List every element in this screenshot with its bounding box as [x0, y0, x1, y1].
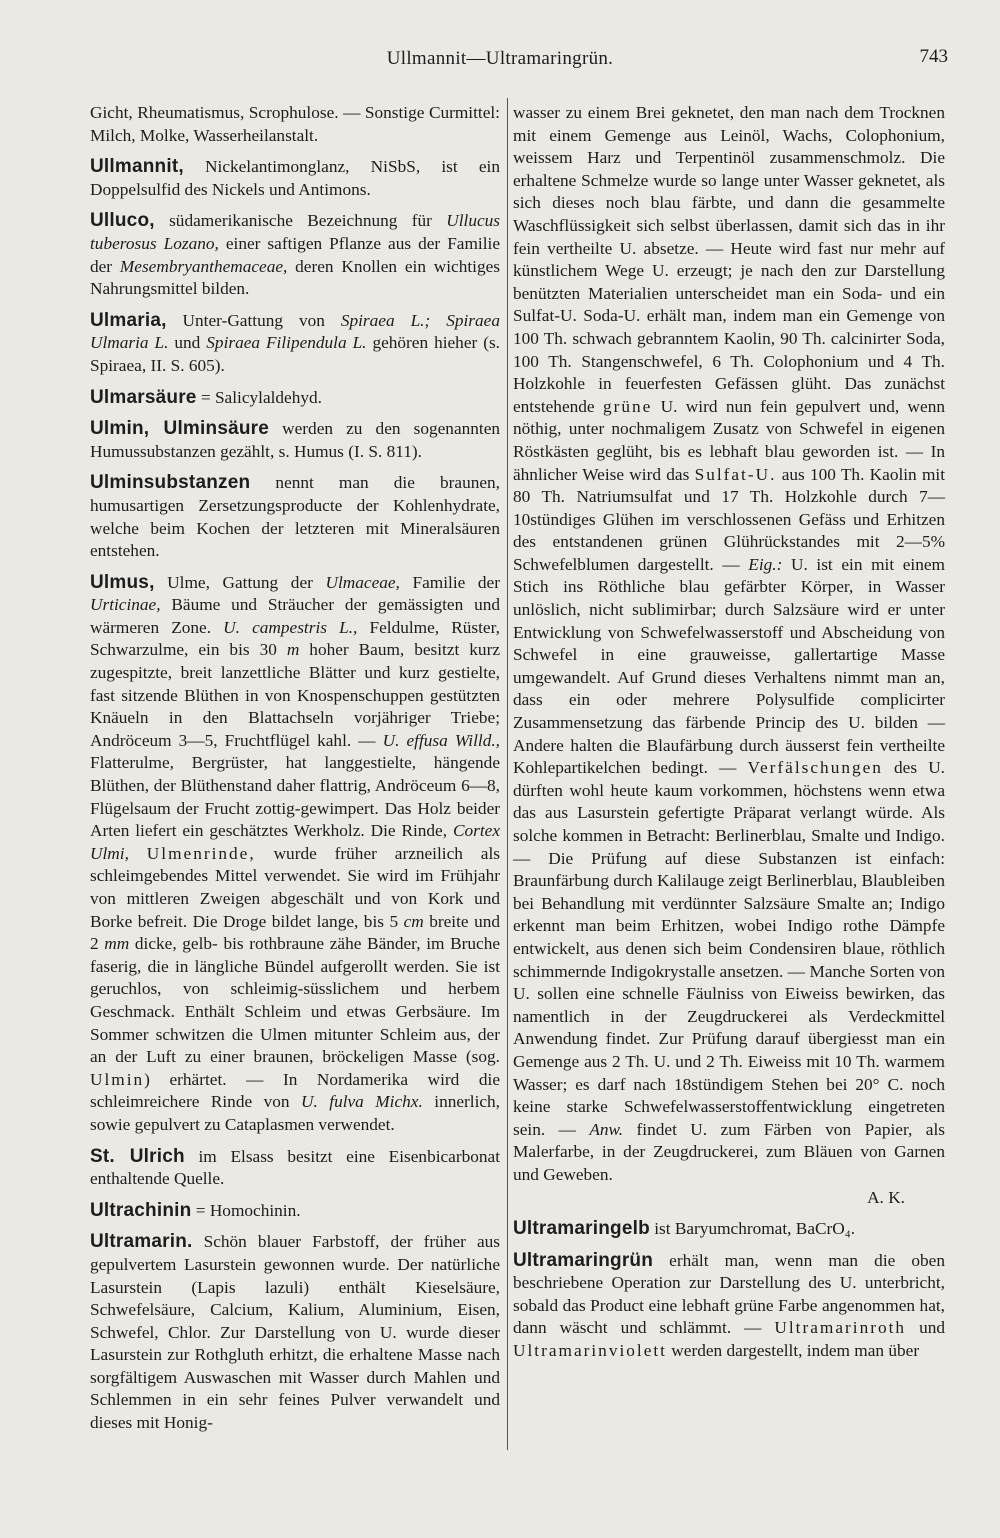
entry-ulmarsaeure — [90, 387, 500, 410]
entry-text: Familie der — [399, 572, 500, 592]
entry-text: Schön blauer Farbstoff, der früher aus gepulvertem Lasurstein gewonnen wurde. Der natürliche Lasurstein (Lapis lazuli) enthält Kieselsäure, Schwefelsäure, Calcium, Kalium, Aluminium, Eisen, Schwefel, Chlor. Zur Darstellung von U. wurde dieser Lasurstein zur Rothgluth erhitzt, die erhaltene Masse nach sorgfältigem Auswaschen mit Wasser durch Mahlen und Schlemmen in ein sehr feines Pulver verwandelt und dieses mit Honig- — [90, 1232, 500, 1433]
entry-italic: Spiraea L.; Spiraea Ulmaria L. — [90, 310, 500, 353]
entry-ultrachinin — [90, 1200, 500, 1223]
entry-text: Bäume und Sträucher der gemässigten und wärmeren Zone. — [90, 595, 500, 637]
entry-headword: Ulmin, Ulminsäure — [90, 418, 270, 440]
entry-ulminsubstanzen — [90, 472, 500, 562]
entry-italic: m — [286, 640, 300, 660]
entry-text: nennt man die braunen, humusartigen Zersetzungsproducte der Kohlenhydrate, welche beim Kochen der letzteren mit Mineralsäuren entstehen. — [90, 473, 500, 561]
author-signature: A. K. — [867, 1187, 905, 1207]
entry-ulmin — [90, 418, 500, 463]
entry-italic: Ullucus tuberosus Lozano, — [90, 211, 500, 253]
entry-text: = Salicylaldehyd. — [196, 387, 322, 407]
entry-text: innerlich, sowie gepulvert zu Cataplasmen verwendet. — [90, 1092, 501, 1134]
entry-headword: Ulluco, — [90, 210, 155, 232]
entry-headword: Ullmannit, — [90, 156, 184, 178]
entry-ultramaringelb — [513, 1218, 945, 1241]
entry-headword: Ulmus, — [90, 571, 155, 593]
entry-text: deren Knollen ein wichtiges Nahrungsmittel bilden. — [90, 256, 500, 299]
entry-text: hoher Baum, besitzt kurz zugespitzte, breit lanzettliche Blätter und kurz gestielte, fast sitzende Blüthen in von Knospenschuppen gestützten Knäueln in den Blattachseln vorjähriger Triebe; Andröceum 3—5, Fruchtflügel kahl. — — [90, 640, 500, 750]
entry-headword: St. Ulrich — [90, 1145, 185, 1167]
entry-text — [129, 844, 147, 863]
entry-text: südamerikanische Bezeichnung für — [154, 211, 447, 231]
entry-text: Unter-Gattung von — [166, 310, 341, 330]
entry-headword: Ultramaringelb — [513, 1218, 650, 1240]
entry-text: findet U. zum Färben von Papier, als Malerfarbe, in der Zeugdruckerei, zum Bläuen von Garnen und Geweben. — [513, 1119, 945, 1184]
entry-text: einer saftigen Pflanze aus der Familie der — [90, 233, 500, 276]
column-divider — [507, 98, 508, 1450]
entry-ultramarin-continued — [513, 102, 945, 1209]
entry-text: Flatterulme, Bergrüster, hat langgestielte, hängende Blüthen, der Blüthenstand daher flattrig, Andröceum 6—8, Flügelsaum der Frucht zottig-gewimpert. Das Holz beider Arten liefert ein geschätztes Werkholz. Die Rinde, — [90, 753, 500, 841]
entry-text: breite und 2 — [90, 911, 500, 954]
entry-text: gehören hieher (s. Spiraea, II. S. 605). — [90, 333, 500, 375]
entry-text: Gicht, Rheumatismus, Scrophulose. — Sonstige Curmittel: Milch, Molke, Wasserheilanstalt. — [90, 103, 500, 145]
entry-spaced: Ultramarinroth — [774, 1318, 907, 1338]
entry-italic: Eig.: — [748, 554, 783, 574]
entry-italic: Spiraea Filipendula L. — [206, 333, 367, 353]
left-column — [90, 102, 500, 1444]
entry-text: = Homochinin. — [191, 1200, 301, 1220]
page-header — [0, 46, 1000, 76]
page-number: 743 — [919, 46, 948, 67]
entry-text: wasser zu einem Brei geknetet, den man nach dem Trocknen mit einem Gemenge aus Leinöl, Wachs, Colophonium, weissem Harz und Terpentinöl zusammenschmolz. Die erhaltene Schmelze wurde so lange unter Wasser geknetet, als sich dieses noch blau färbte, und dann die gesammelte Waschflüssigkeit sich selbst überlassen, damit sich das in ihr fein vertheilte U. absetze. — Heute wird fast nur mehr auf künstlichem Wege U. erzeugt; je nach den zur Darstellung benützten Materialien unterscheidet man ein Soda- und ein Sulfat-U. Soda-U. erhält man, indem man ein Gemenge von 100 Th. schwach gebranntem Kaolin, 90 Th. calcinirter Soda, 100 Th. Stangenschwefel, 6 Th. Colophonium und 4 Th. Holzkohle in feuerfesten Gefässen glüht. Das zunächst entstehende — [513, 103, 945, 416]
entry-spaced: Sulfat-U. — [694, 464, 777, 484]
entry-text: werden zu den sogenannten Humussubstanzen gezählt, s. Humus (I. S. 811). — [90, 419, 501, 461]
entry-spaced: Ultramarinviolett — [513, 1341, 667, 1361]
entry-headword: Ultramarin. — [90, 1231, 193, 1253]
entry-headword: Ulmaria, — [90, 309, 167, 331]
entry-text: und — [906, 1318, 945, 1338]
entry-text: ist Baryumchromat, BaCrO₄. — [649, 1219, 856, 1239]
entry-italic: U. fulva Michx. — [301, 1092, 423, 1112]
entry-spaced: Verfälschungen — [747, 758, 883, 778]
entry-ultramaringruen — [513, 1250, 945, 1363]
entry-text: Ulme, Gattung der — [154, 572, 326, 592]
entry-text: und — [168, 333, 207, 353]
entry-text: wurde früher arzneilich als schleimgebendes Mittel verwendet. Sie wird im Frühjahr von mittleren Zweigen abgeschält und von Kork und Borke befreit. Die Droge bildet lange, bis 5 — [90, 843, 500, 931]
entry-headword: Ultrachinin — [90, 1199, 192, 1221]
entry-text: Nickelantimonglanz, NiSbS, ist ein Doppelsulfid des Nickels und Antimons. — [90, 157, 500, 199]
entry-text: des U. dürften wohl heute kaum vorkommen, höchstens wenn etwa das aus Lasurstein gefertigte Präparat verlangt würde. Als solche kommen in Betracht: Berlinerblau, Smalte und Indigo. — Die Prüfung auf diese Substanzen ist einfach: Braunfärbung durch Kalilauge zeigt Berlinerblau, Blaubleiben bei Behandlung mit verdünnter Salzsäure Smalte an; Indigo erkennt man beim Erhitzen, wobei Indigo rothe Dämpfe entwickelt, aus denen sich beim Condensiren blaue, röthlich schimmernde Indigokrystalle ansetzen. — Manche Sorten von U. sollen eine schnelle Fäulniss von Eiweiss bewirken, das namentlich in der Zeugdruckerei als Verdeckmittel Anwendung findet. Zur Prüfung darauf übergiesst man ein Gemenge aus 2 Th. U. und 2 Th. Eiweiss mit 10 Th. warmem Wasser; es darf nach 18stündigem Stehen bei 20° C. noch keine starke Schwefelwasserstoffentwicklung eingetreten sein. — — [513, 758, 945, 1139]
entry-text: U. wird nun fein gepulvert und, wenn nöthig, unter nochmaligem Zusatz von Schwefel in eigenen Röstkästen geglüht, bis es lebhaft blau geworden ist. — In ähnlicher Weise wird das — [513, 396, 945, 484]
entry-text: Feldulme, Rüster, Schwarzulme, ein bis 30 — [90, 617, 500, 660]
running-title: Ullmannit—Ultramaringrün. — [386, 48, 614, 69]
entry-text: U. ist ein mit einem Stich ins Röthliche blau gefärbter Körper, in Wasser unlöslich, nicht sublimirbar; durch Salzsäure wird er unter Entwicklung von Schwefelwasserstoff und Abscheidung von Schwefel in eine grauweisse, gallertartige Masse umgewandelt. Auf Grund dieses Verhaltens nimmt man an, dass ein oder mehrere Polysulfide complicirter Zusammensetzung das färbende Princip des U. bilden — Andere halten die Blaufärbung durch äusserst fein vertheilte Kohlepartikelchen bedingt. — — [513, 554, 945, 778]
entry-italic: Cortex Ulmi, — [90, 821, 500, 863]
entry-spaced: Ulmenrinde, — [146, 843, 256, 863]
entry-text: ) erhärtet. — In Nordamerika wird die schleimreichere Rinde von — [90, 1069, 500, 1112]
entry-text: erhält man, wenn man die oben beschriebene Operation zur Darstellung des U. unterbricht, sobald das Product eine lebhaft grüne Farbe angenommen hat, dann wäscht und schlämmt. — — [513, 1250, 945, 1338]
entry-italic: U. effusa Willd., — [382, 730, 500, 750]
entry-italic: Ulmaceae, — [325, 572, 400, 592]
entry-italic: mm — [104, 934, 130, 954]
entry-ulmus — [90, 572, 500, 1137]
entry-text: dicke, gelb- bis rothbraune zähe Bänder, im Bruche faserig, die in längliche Bündel aufgerollt werden. Sie ist geruchlos, von schleimig-süsslichem und herbem Geschmack. Enthält Schleim und etwas Gerbsäure. Im Sommer schwitzen die Ulmen mitunter Schleim aus, der an der Luft zu einer braunen, bröckeligen Masse (sog. — [90, 934, 500, 1067]
entry-text: im Elsass besitzt eine Eisenbicarbonat enthaltende Quelle. — [90, 1146, 501, 1189]
entry-headword: Ultramaringrün — [513, 1249, 654, 1271]
entry-headword: Ulminsubstanzen — [90, 472, 251, 494]
entry-spaced: Ulmin — [90, 1069, 145, 1089]
right-column — [513, 102, 945, 1372]
entry-italic: Urticinae, — [90, 595, 161, 615]
entry-text: aus 100 Th. Kaolin mit 80 Th. Natriumsulfat und 17 Th. Holzkohle durch 7—10stündiges Glühen im verschlossenen Gefäss und Erhitzen des entstandenen grünen Glührückstandes mit 2—5% Schwefelblumen dargestellt. — — [513, 464, 946, 574]
entry-st-ulrich — [90, 1146, 500, 1191]
entry-ulmaria — [90, 310, 500, 378]
entry-continuation — [90, 102, 500, 147]
entry-italic: U. campestris L., — [223, 617, 358, 637]
entry-italic: cm — [403, 911, 424, 931]
entry-text: werden dargestellt, indem man über — [666, 1341, 920, 1361]
entry-headword: Ulmarsäure — [90, 386, 197, 408]
entry-italic: Mesembryanthemaceae, — [119, 256, 288, 276]
entry-ultramarin — [90, 1231, 500, 1434]
entry-ullmannit — [90, 156, 500, 201]
entry-spaced: grüne — [602, 396, 653, 416]
entry-italic: Anw. — [589, 1119, 624, 1139]
entry-ulluco — [90, 210, 500, 300]
